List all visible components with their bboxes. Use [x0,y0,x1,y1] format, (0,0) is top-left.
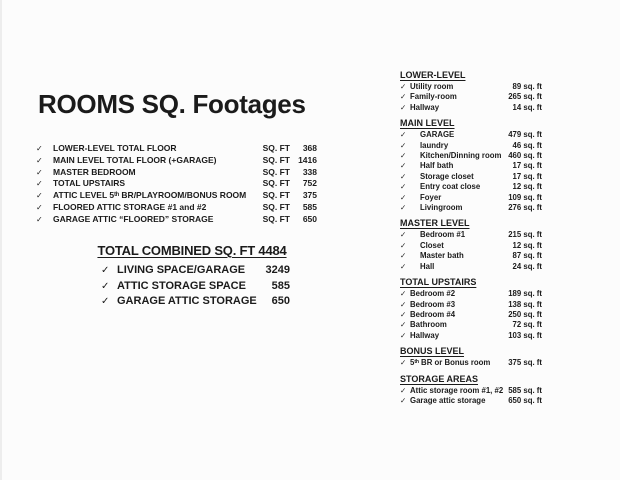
check-icon: ✓ [400,82,407,91]
summary-row [36,190,317,202]
detail-sqft-value: 189 sq. ft [508,289,542,299]
sqft-unit-label: SQ. FT [262,178,290,189]
detail-section-heading: MAIN LEVEL [400,118,455,129]
check-icon: ✓ [36,167,43,177]
detail-room-label: Bedroom #2 [410,289,456,299]
summary-row [36,202,317,214]
detail-sqft-value: 12 sq. ft [512,182,542,192]
check-icon: ✓ [400,395,407,405]
check-icon: ✓ [400,130,407,140]
detail-room-label: 5ᵗʰ BR or Bonus room [410,358,491,368]
summary-sqft-value: 368 [302,143,317,153]
check-icon: ✓ [36,155,43,165]
detail-room-label: GARAGE [420,130,455,140]
detail-room-label: Hallway [410,102,440,112]
detail-row [400,172,542,182]
summary-sqft-value: 375 [302,190,317,201]
detail-row [400,161,542,171]
detail-room-label: Utility room [410,82,454,91]
detail-sqft-value: 215 sq. ft [508,230,542,240]
detail-sqft-value: 14 sq. ft [512,102,542,112]
detail-sqft-value: 24 sq. ft [512,261,542,271]
detail-room-label: Attic storage room #1, #2 [410,385,504,395]
detail-row [400,262,542,272]
summary-sqft-value: 650 [302,213,317,224]
check-icon: ✓ [400,182,407,192]
detail-row [400,230,542,240]
detail-sqft-value: 276 sq. ft [508,203,542,213]
combined-label: LIVING SPACE/GARAGE [117,264,246,276]
combined-row [101,294,290,310]
check-icon: ✓ [400,309,407,319]
summary-sqft-value: 338 [302,166,317,177]
detail-row [400,141,542,151]
detail-sqft-value: 17 sq. ft [512,171,542,181]
page-title: ROOMS SQ. Footages [38,89,306,120]
detail-row [400,182,542,192]
detail-row [400,92,542,102]
detail-row [400,331,542,341]
summary-row [36,167,317,179]
check-icon: ✓ [400,92,407,102]
detail-sqft-value: 250 sq. ft [508,309,542,319]
detail-section-heading: MASTER LEVEL [400,218,470,229]
detail-row [400,103,542,113]
detail-row [400,251,542,261]
detail-room-label: Hall [420,261,435,271]
combined-value: 650 [271,295,290,307]
detail-row [400,310,542,320]
detail-sqft-value: 650 sq. ft [508,395,542,405]
summary-room-label: LOWER-LEVEL TOTAL FLOOR [53,143,177,153]
detail-row [400,396,542,406]
detail-section-heading: TOTAL UPSTAIRS [400,277,477,288]
detail-sqft-value: 460 sq. ft [508,151,542,161]
detail-row [400,130,542,140]
sqft-unit-label: SQ. FT [262,154,290,165]
check-icon: ✓ [400,203,407,213]
summary-row [36,155,317,167]
detail-row [400,203,542,213]
detail-row [400,358,542,368]
summary-sqft-value: 752 [302,178,317,189]
combined-list [94,263,290,310]
combined-totals-section [94,243,290,310]
check-icon: ✓ [36,214,43,224]
check-icon: ✓ [36,144,43,153]
detail-sqft-value: 479 sq. ft [508,130,542,140]
check-icon: ✓ [101,265,110,276]
sqft-unit-label: SQ. FT [262,143,290,153]
check-icon: ✓ [400,358,407,368]
summary-sqft-value: 1416 [298,154,317,165]
detail-section-heading: STORAGE AREAS [400,373,479,384]
check-icon: ✓ [400,330,407,340]
detail-room-label: Master bath [420,251,464,261]
sqft-unit-label: SQ. FT [262,213,290,224]
detail-row [400,300,542,310]
check-icon: ✓ [400,240,407,250]
check-icon: ✓ [400,299,407,309]
detail-sections [400,70,542,411]
detail-section [400,70,542,113]
check-icon: ✓ [400,230,407,240]
check-icon: ✓ [400,171,407,181]
detail-row [400,151,542,161]
combined-value: 585 [271,279,290,292]
detail-room-label: Bathroom [410,320,447,330]
detail-section [400,218,542,272]
check-icon: ✓ [400,289,407,299]
summary-room-label: ATTIC LEVEL 5ᵗʰ BR/PLAYROOM/BONUS ROOM [53,190,247,201]
check-icon: ✓ [400,192,407,202]
detail-room-label: Bedroom #1 [420,230,466,240]
detail-row [400,193,542,203]
detail-room-label: Half bath [420,161,454,171]
check-icon: ✓ [400,251,407,261]
detail-section-heading: BONUS LEVEL [400,346,465,357]
combined-label: ATTIC STORAGE SPACE [117,279,246,292]
sqft-unit-label: SQ. FT [262,190,290,201]
check-icon: ✓ [101,296,110,307]
summary-row [36,143,317,155]
detail-sqft-value: 103 sq. ft [508,330,542,340]
detail-room-label: Entry coat close [420,182,481,192]
sqft-unit-label: SQ. FT [262,166,290,177]
detail-sqft-value: 12 sq. ft [512,240,542,250]
summary-room-label: FLOORED ATTIC STORAGE #1 and #2 [53,201,207,212]
check-icon: ✓ [400,261,407,271]
combined-row [101,279,290,295]
summary-sqft-value: 585 [302,201,317,212]
detail-section [400,277,542,341]
detail-room-label: Bedroom #4 [410,309,456,319]
combined-label: GARAGE ATTIC STORAGE [117,295,257,307]
detail-sqft-value: 89 sq. ft [512,82,542,91]
detail-room-label: Garage attic storage [410,395,486,405]
detail-sqft-value: 265 sq. ft [508,92,542,102]
check-icon: ✓ [36,191,43,201]
check-icon: ✓ [101,280,110,292]
detail-room-label: Kitchen/Dinning room [420,151,502,161]
check-icon: ✓ [400,385,407,395]
detail-sqft-value: 17 sq. ft [512,161,542,171]
detail-sqft-value: 46 sq. ft [512,140,542,150]
check-icon: ✓ [400,161,407,171]
check-icon: ✓ [36,202,43,212]
check-icon: ✓ [400,140,407,150]
detail-row [400,386,542,396]
summary-room-label: MAIN LEVEL TOTAL FLOOR (+GARAGE) [53,154,217,165]
summary-room-label: MASTER BEDROOM [53,166,136,177]
check-icon: ✓ [400,320,407,330]
detail-room-label: Livingroom [420,203,463,213]
detail-room-label: Closet [420,240,444,250]
check-icon: ✓ [400,102,407,112]
detail-row [400,241,542,251]
summary-list [36,143,317,226]
sqft-unit-label: SQ. FT [262,201,290,212]
detail-sqft-value: 72 sq. ft [512,320,542,330]
check-icon: ✓ [36,179,43,189]
summary-room-label: TOTAL UPSTAIRS [53,178,126,189]
detail-sqft-value: 375 sq. ft [508,358,542,368]
detail-sqft-value: 109 sq. ft [508,192,542,202]
detail-section [400,346,542,368]
combined-total-title: TOTAL COMBINED SQ. FT 4484 [97,243,287,258]
detail-room-label: Foyer [420,192,442,202]
detail-row [400,320,542,330]
detail-room-label: Hallway [410,330,440,340]
detail-section [400,118,542,213]
check-icon: ✓ [400,151,407,161]
detail-section [400,374,542,407]
summary-room-label: GARAGE ATTIC “FLOORED” STORAGE [53,213,214,224]
summary-row [36,178,317,190]
detail-room-label: laundry [420,140,449,150]
detail-section-heading: LOWER-LEVEL [400,70,466,80]
detail-room-label: Family-room [410,92,457,102]
detail-row [400,289,542,299]
detail-room-label: Bedroom #3 [410,299,456,309]
summary-row [36,214,317,226]
detail-row [400,82,542,92]
combined-row [101,263,290,279]
combined-value: 3249 [265,264,290,276]
detail-sqft-value: 87 sq. ft [512,251,542,261]
detail-room-label: Storage closet [420,171,474,181]
detail-sqft-value: 585 sq. ft [508,385,542,395]
detail-sqft-value: 138 sq. ft [508,299,542,309]
